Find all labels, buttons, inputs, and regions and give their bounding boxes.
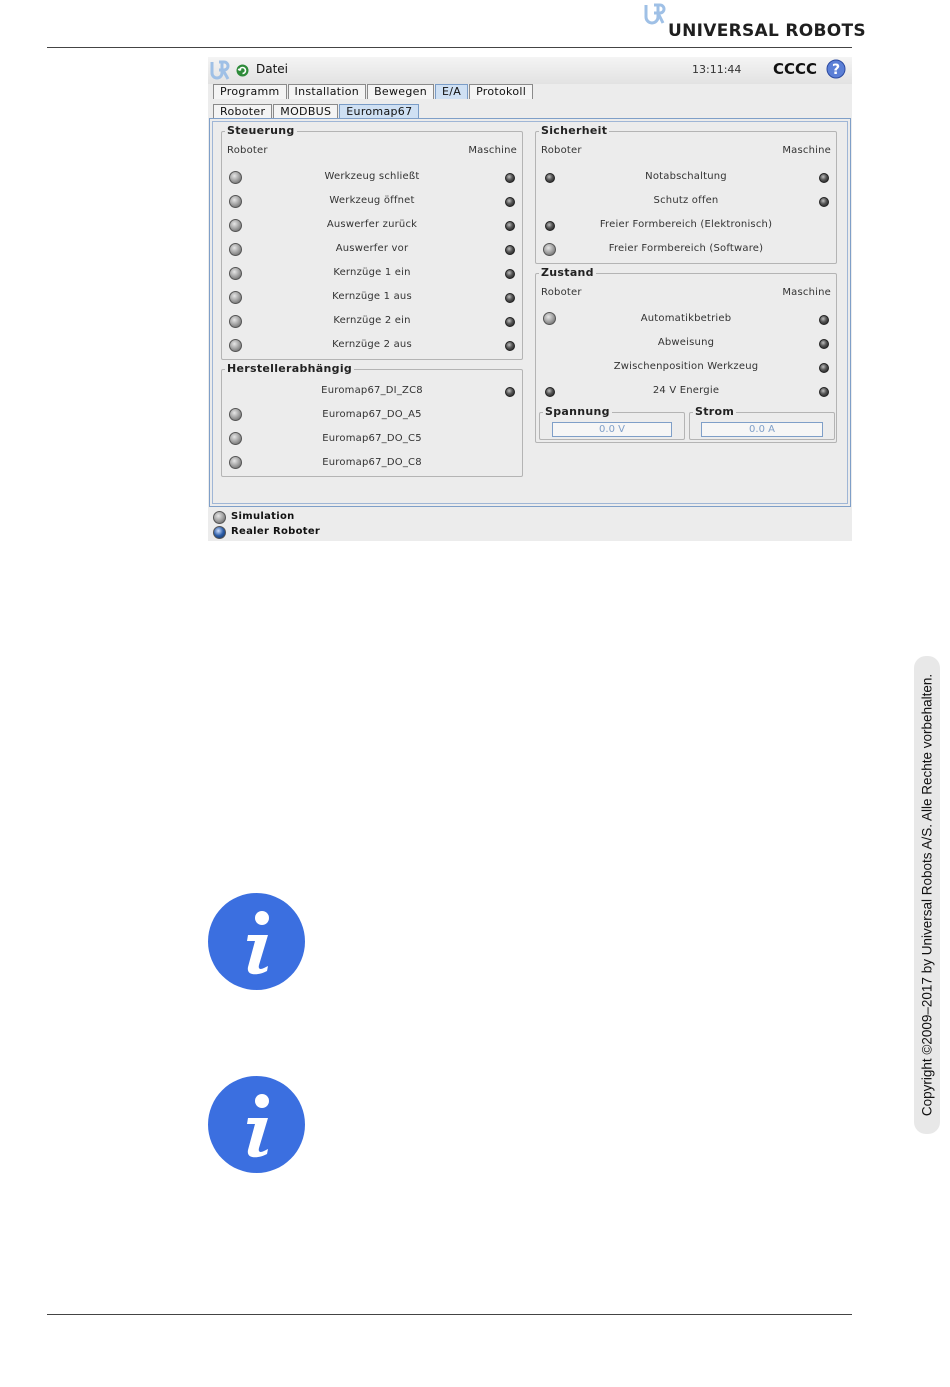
tab-programm[interactable]: Programm	[213, 84, 287, 99]
robot-output-led[interactable]	[229, 219, 242, 232]
info-icon	[208, 1076, 305, 1173]
signal-label: Freier Formbereich (Elektronisch)	[599, 219, 773, 230]
ur-logo-icon	[209, 60, 231, 82]
column-header-machine: Maschine	[468, 145, 517, 156]
main-tabs	[213, 84, 534, 99]
signal-label: Euromap67_DI_ZC8	[321, 385, 423, 396]
copyright-tab	[914, 656, 940, 1134]
signal-label: Abweisung	[657, 337, 715, 348]
robot-output-led[interactable]	[229, 408, 242, 421]
signal-label: Automatikbetrieb	[640, 313, 732, 324]
group-title: Zustand	[541, 266, 594, 279]
tab-modbus[interactable]: MODBUS	[273, 104, 338, 119]
signal-label: 24 V Energie	[652, 385, 720, 396]
robot-name: CCCC	[773, 60, 818, 78]
tab-ea[interactable]: E/A	[435, 84, 468, 99]
machine-input-led	[819, 197, 829, 207]
group-title: Herstellerabhängig	[227, 362, 353, 375]
signal-label: Notabschaltung	[645, 171, 727, 182]
column-header-robot: Roboter	[541, 287, 582, 298]
clock: 13:11:44	[692, 63, 742, 76]
robot-output-led[interactable]	[229, 171, 242, 184]
robot-output-led[interactable]	[229, 432, 242, 445]
signal-label: Freier Formbereich (Software)	[608, 243, 764, 254]
signal-label: Kernzüge 1 aus	[332, 291, 412, 302]
euromap67-panel	[209, 118, 851, 507]
machine-input-led	[819, 315, 829, 325]
tab-protokoll[interactable]: Protokoll	[469, 84, 533, 99]
robot-output-led[interactable]	[229, 456, 242, 469]
machine-input-led	[819, 387, 829, 397]
column-header-robot: Roboter	[227, 145, 268, 156]
robot-output-led	[545, 387, 555, 397]
brand-name: UNIVERSAL ROBOTS	[668, 21, 866, 41]
robot-output-led[interactable]	[543, 243, 556, 256]
copyright-text: Copyright ©2009–2017 by Universal Robots A/S. Alle Rechte vorbehalten.	[919, 673, 935, 1117]
robot-output-led[interactable]	[229, 267, 242, 280]
signal-label: Auswerfer zurück	[326, 219, 418, 230]
column-header-robot: Roboter	[541, 145, 582, 156]
real-robot-label[interactable]: Realer Roboter	[231, 526, 321, 537]
group-spannung	[539, 405, 685, 440]
machine-input-led	[819, 339, 829, 349]
polyscope-window	[208, 57, 852, 541]
ur-logo-icon	[644, 3, 666, 27]
robot-output-led[interactable]	[229, 339, 242, 352]
help-icon[interactable]	[826, 59, 846, 79]
group-steuerung	[221, 124, 523, 360]
signal-label: Euromap67_DO_A5	[322, 409, 422, 420]
machine-input-led	[505, 293, 515, 303]
robot-output-led[interactable]	[229, 243, 242, 256]
robot-output-led[interactable]	[543, 312, 556, 325]
file-menu[interactable]: Datei	[256, 62, 289, 76]
machine-input-led	[505, 341, 515, 351]
refresh-icon[interactable]	[236, 64, 249, 77]
real-robot-radio[interactable]	[213, 526, 226, 539]
universal-robots-logo	[644, 3, 866, 43]
group-title: Steuerung	[227, 124, 295, 137]
tab-installation[interactable]: Installation	[288, 84, 367, 99]
current-field: 0.0 A	[701, 422, 823, 437]
group-title: Spannung	[545, 405, 610, 418]
mode-selector	[208, 509, 852, 541]
machine-input-led	[819, 363, 829, 373]
simulation-radio[interactable]	[213, 511, 226, 524]
tab-euromap67[interactable]: Euromap67	[339, 104, 419, 119]
robot-output-led[interactable]	[229, 291, 242, 304]
signal-label: Werkzeug öffnet	[329, 195, 415, 206]
info-icon	[208, 893, 305, 990]
robot-output-led	[545, 221, 555, 231]
signal-label: Kernzüge 2 aus	[332, 339, 412, 350]
machine-input-led	[505, 197, 515, 207]
voltage-field: 0.0 V	[552, 422, 672, 437]
signal-label: Zwischenposition Werkzeug	[613, 361, 759, 372]
machine-input-led	[505, 245, 515, 255]
machine-input-led	[505, 317, 515, 327]
signal-label: Kernzüge 1 ein	[333, 267, 411, 278]
signal-label: Euromap67_DO_C8	[322, 457, 422, 468]
signal-label: Euromap67_DO_C5	[322, 433, 422, 444]
group-strom	[689, 405, 835, 440]
title-bar	[208, 57, 852, 84]
column-header-machine: Maschine	[782, 287, 831, 298]
group-zustand	[535, 266, 837, 443]
group-title: Sicherheit	[541, 124, 608, 137]
sub-tabs	[213, 104, 420, 119]
signal-label: Schutz offen	[653, 195, 719, 206]
header-rule	[47, 47, 852, 48]
group-title: Strom	[695, 405, 735, 418]
robot-output-led	[545, 173, 555, 183]
footer-rule	[47, 1314, 852, 1315]
column-header-machine: Maschine	[782, 145, 831, 156]
robot-output-led[interactable]	[229, 315, 242, 328]
machine-input-led	[505, 387, 515, 397]
svg-text:?: ?	[831, 62, 841, 78]
robot-output-led[interactable]	[229, 195, 242, 208]
tab-bewegen[interactable]: Bewegen	[367, 84, 434, 99]
signal-label: Kernzüge 2 ein	[333, 315, 411, 326]
machine-input-led	[505, 269, 515, 279]
group-herstellerabhaengig	[221, 362, 523, 477]
group-sicherheit	[535, 124, 837, 264]
tab-roboter[interactable]: Roboter	[213, 104, 272, 119]
signal-label: Werkzeug schließt	[324, 171, 420, 182]
machine-input-led	[819, 173, 829, 183]
signal-label: Auswerfer vor	[335, 243, 409, 254]
simulation-label[interactable]: Simulation	[231, 511, 295, 522]
machine-input-led	[505, 221, 515, 231]
machine-input-led	[505, 173, 515, 183]
